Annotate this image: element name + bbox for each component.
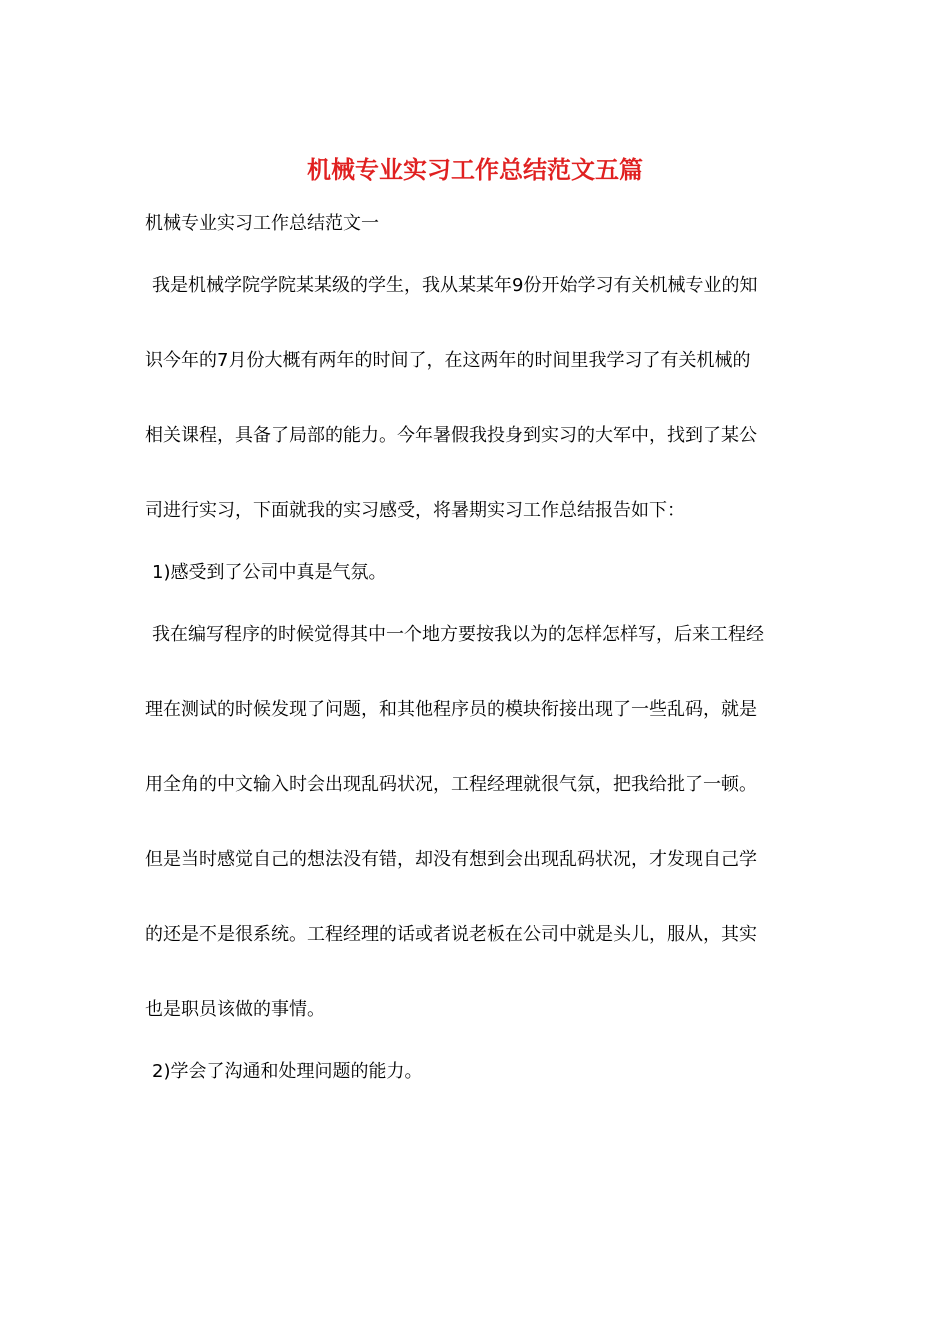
paragraph-line: 也是职员该做的事情。 xyxy=(145,999,325,1020)
paragraph-line: 司进行实习，下面就我的实习感受，将暑期实习工作总结报告如下： xyxy=(145,500,685,521)
section-heading: 机械专业实习工作总结范文一 xyxy=(145,213,379,234)
paragraph-line: 我在编写程序的时候觉得其中一个地方要按我以为的怎样怎样写，后来工程经 xyxy=(152,624,764,645)
paragraph-line: 理在测试的时候发现了问题，和其他程序员的模块衔接出现了一些乱码，就是 xyxy=(145,699,757,720)
paragraph-line: 但是当时感觉自己的想法没有错，却没有想到会出现乱码状况，才发现自己学 xyxy=(145,849,757,870)
list-item-heading: 1)感受到了公司中真是气氛。 xyxy=(152,562,387,583)
paragraph-line: 我是机械学院学院某某级的学生，我从某某年9份开始学习有关机械专业的知 xyxy=(152,275,758,296)
paragraph-line: 的还是不是很系统。工程经理的话或者说老板在公司中就是头儿，服从，其实 xyxy=(145,924,757,945)
document-title: 机械专业实习工作总结范文五篇 xyxy=(307,155,643,184)
paragraph-line: 用全角的中文输入时会出现乱码状况，工程经理就很气氛，把我给批了一顿。 xyxy=(145,774,757,795)
paragraph-line: 相关课程，具备了局部的能力。今年暑假我投身到实习的大军中，找到了某公 xyxy=(145,425,757,446)
list-item-heading: 2)学会了沟通和处理问题的能力。 xyxy=(152,1061,423,1082)
paragraph-line: 识今年的7月份大概有两年的时间了，在这两年的时间里我学习了有关机械的 xyxy=(145,350,751,371)
